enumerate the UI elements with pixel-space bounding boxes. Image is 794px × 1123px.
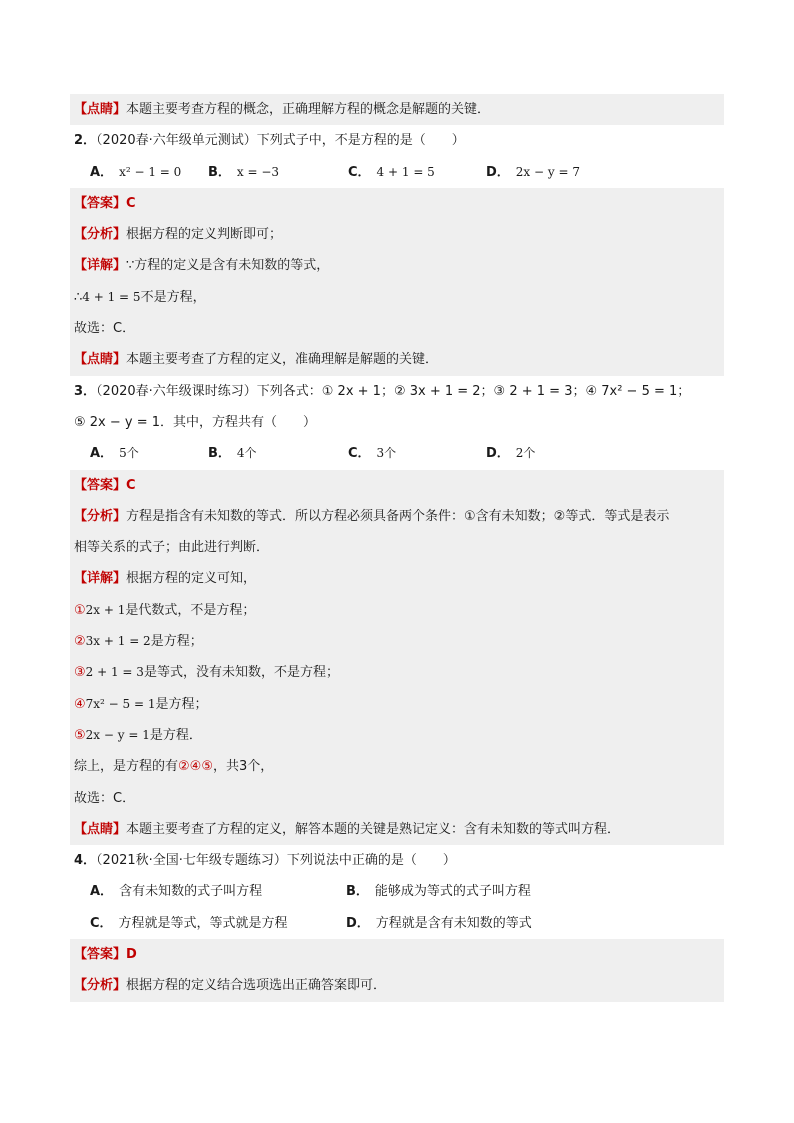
question-source: （2021秋·全国·七年级专题练习） xyxy=(96,853,287,869)
section-tag: 【点睛】 xyxy=(74,102,127,117)
text-line xyxy=(70,970,724,1001)
option-label: C． xyxy=(90,915,113,931)
section-tag: 【点睛】 xyxy=(74,352,127,368)
option-content: 方程就是等式，等式就是方程 xyxy=(118,915,288,931)
text-line xyxy=(70,939,724,970)
text-line xyxy=(70,563,724,594)
answer-option xyxy=(346,908,532,939)
line-text: 是方程； xyxy=(150,634,203,650)
option-content: 能够成为等式的式子叫方程 xyxy=(374,884,531,900)
question-number: 2． xyxy=(74,133,97,149)
option-label: A． xyxy=(90,164,114,180)
option-label: D． xyxy=(486,164,510,180)
option-content: 3个 xyxy=(376,446,397,461)
text-line xyxy=(70,689,724,720)
question-text: 下列说法中正确的是（ ） xyxy=(286,853,456,869)
circled-numbers: ②④⑤ xyxy=(178,759,213,775)
option-content: 2x − y = 7 xyxy=(515,164,580,179)
circled-number: ① xyxy=(74,602,86,618)
option-content: x² − 1 = 0 xyxy=(119,164,182,179)
option-label: C． xyxy=(348,164,371,180)
text-line xyxy=(70,438,724,469)
text-line xyxy=(70,845,724,876)
text-line xyxy=(70,407,724,438)
line-text: 方程是指含有未知数的等式．所以方程必须具备两个条件：①含有未知数；②等式．等式是表示 xyxy=(126,508,670,524)
circled-number: ③ xyxy=(74,665,86,681)
option-content: 含有未知数的式子叫方程 xyxy=(119,884,263,900)
line-text: ∵方程的定义是含有未知数的等式， xyxy=(126,258,330,274)
line-text: 故选：C． xyxy=(74,321,136,337)
text-line xyxy=(70,94,724,125)
line-text: 综上，是方程的有 xyxy=(74,759,179,775)
section-tag: 【分析】 xyxy=(74,978,127,994)
text-line xyxy=(70,344,724,375)
option-label: D． xyxy=(346,915,370,931)
text-line xyxy=(70,250,724,281)
line-text: 是等式，没有未知数，不是方程； xyxy=(143,665,339,681)
line-text: 是代数式，不是方程； xyxy=(125,602,256,618)
option-content: 5个 xyxy=(119,446,139,461)
section-tag: 【分析】 xyxy=(74,508,127,524)
line-text: 根据方程的定义结合选项选出正确答案即可． xyxy=(126,978,387,994)
text-line xyxy=(70,595,724,626)
option-content: 4个 xyxy=(236,446,257,461)
text-line xyxy=(70,376,724,407)
answer-option xyxy=(486,157,580,188)
answer-option xyxy=(90,157,208,188)
text-line xyxy=(70,282,724,313)
option-label: A． xyxy=(90,884,114,900)
option-label: D． xyxy=(486,446,510,462)
text-line xyxy=(70,908,724,939)
text-line xyxy=(70,125,724,156)
line-text: 是方程； xyxy=(155,696,208,712)
document-page xyxy=(70,94,724,1002)
text-line xyxy=(70,470,724,501)
text-line xyxy=(70,751,724,782)
answer-option xyxy=(486,438,535,469)
math-expression: 2x + 1 xyxy=(85,602,126,617)
answer-option xyxy=(90,908,346,939)
math-expression: 7x² − 5 = 1 xyxy=(85,696,156,711)
option-label: B． xyxy=(208,164,231,180)
option-content: 2个 xyxy=(515,446,536,461)
text-line xyxy=(70,501,724,532)
answer-option xyxy=(90,438,208,469)
answer-value: D xyxy=(126,947,137,963)
question-text: 下列式子中，不是方程的是（ ） xyxy=(256,133,465,149)
option-content: 4 + 1 = 5 xyxy=(376,164,435,179)
circled-number: ⑤ xyxy=(74,727,86,743)
option-label: C． xyxy=(348,446,371,462)
section-tag: 【答案】 xyxy=(74,195,127,211)
option-content: 方程就是含有未知数的等式 xyxy=(375,915,532,931)
line-text: 本题主要考查了方程的定义，解答本题的关键是熟记定义：含有未知数的等式叫方程． xyxy=(126,821,621,837)
line-text: 是方程． xyxy=(149,727,202,743)
circled-number: ④ xyxy=(74,696,86,712)
option-label: A． xyxy=(90,446,114,462)
answer-value: C xyxy=(126,195,136,211)
section-tag: 【答案】 xyxy=(74,947,127,963)
text-line xyxy=(70,313,724,344)
text-line xyxy=(70,814,724,845)
text-line xyxy=(70,626,724,657)
math-expression: 2x − y = 1 xyxy=(85,727,150,742)
line-text: 相等关系的式子；由此进行判断． xyxy=(74,540,270,556)
line-text: 不是方程， xyxy=(140,289,206,305)
line-text: 根据方程的定义判断即可； xyxy=(126,227,283,243)
answer-option xyxy=(208,157,348,188)
line-prefix: ∴ xyxy=(74,289,83,305)
section-tag: 【分析】 xyxy=(74,227,127,243)
line-text: 本题主要考查了方程的定义，准确理解是解题的关键． xyxy=(126,352,439,368)
line-text: 故选：C． xyxy=(74,790,136,806)
option-content: x = −3 xyxy=(236,164,280,179)
question-source: （2020春·六年级单元测试） xyxy=(96,133,257,149)
answer-option xyxy=(90,876,346,907)
section-tag: 【点睛】 xyxy=(74,821,127,837)
text-line xyxy=(70,657,724,688)
section-tag: 【详解】 xyxy=(74,258,127,274)
text-line xyxy=(70,720,724,751)
text-line xyxy=(70,783,724,814)
answer-option xyxy=(348,438,486,469)
question-number: 3． xyxy=(74,383,97,399)
math-expression: 3x + 1 = 2 xyxy=(85,634,151,649)
section-tag: 【详解】 xyxy=(74,571,127,587)
answer-option xyxy=(208,438,348,469)
answer-value: C xyxy=(126,477,136,493)
line-text: ，共3个， xyxy=(212,759,274,775)
answer-option xyxy=(348,157,486,188)
question-number: 4． xyxy=(74,853,97,869)
line-text: 根据方程的定义可知， xyxy=(126,571,257,587)
math-expression: 2 + 1 = 3 xyxy=(85,665,144,680)
line-text: 本题主要考查方程的概念，正确理解方程的概念是解题的关键． xyxy=(126,102,491,117)
section-tag: 【答案】 xyxy=(74,477,127,493)
math-expression: 4 + 1 = 5 xyxy=(82,289,141,304)
option-label: B． xyxy=(208,446,231,462)
text-line xyxy=(70,532,724,563)
text-line xyxy=(70,188,724,219)
question-text: 下列各式：① 2x + 1；② 3x + 1 = 2；③ 2 + 1 = 3；④ 7x² − 5 = 1； xyxy=(256,383,691,399)
answer-option xyxy=(346,876,531,907)
text-line xyxy=(70,157,724,188)
line-text: ⑤ 2x − y = 1．其中，方程共有（ ） xyxy=(74,414,317,430)
text-line xyxy=(70,876,724,907)
option-label: B． xyxy=(346,884,369,900)
question-source: （2020春·六年级课时练习） xyxy=(96,383,257,399)
circled-number: ② xyxy=(74,634,86,650)
text-line xyxy=(70,219,724,250)
